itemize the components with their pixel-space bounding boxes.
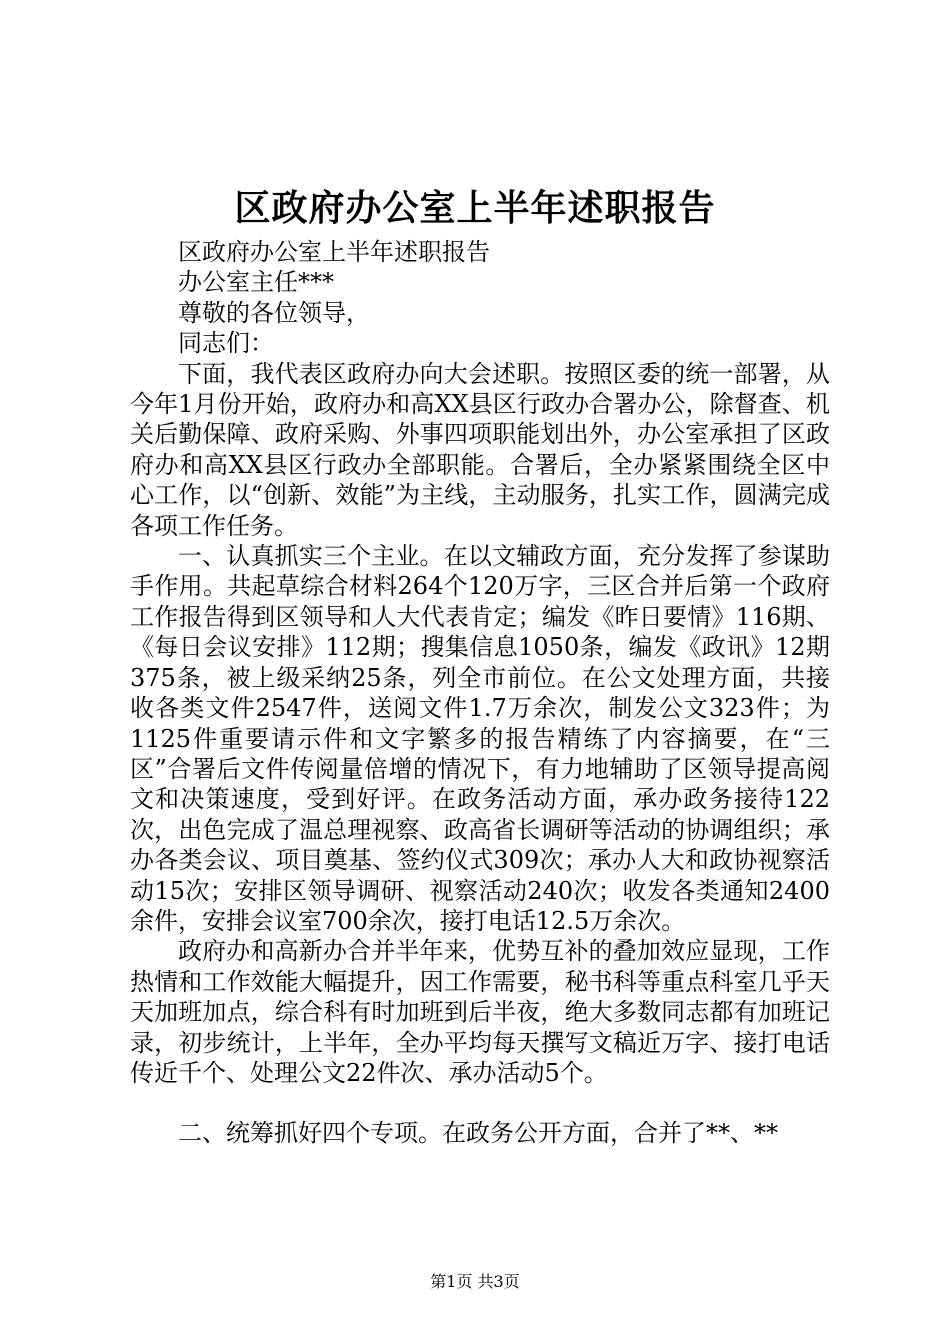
paragraph-section-1: 一、认真抓实三个主业。在以文辅政方面，充分发挥了参谋助手作用。共起草综合材料264个120万字，三区合并后第一个政府工作报告得到区领导和人大代表肯定；编发《昨日要情》116期、《每日会议安排》112期；搜集信息1050条，编发《政讯》12期375条，被上级采纳25条，列全市前位。在公文处理方面，共接收各类文件2547件，送阅文件1.7万余次，制发公文323件；为1125件重要请示件和文字繁多的报告精练了内容摘要，在“三区”合署后文件传阅量倍增的情况下，有力地辅助了区领导提高阅文和决策速度，受到好评。在政务活动方面，承办政务接待122次，出色完成了温总理视察、政高省长调研等活动的协调组织；承办各类会议、项目奠基、签约仪式309次；承办人大和政协视察活动15次；安排区领导调研、视察活动240次；收发各类通知2400余件，安排会议室700余次，接打电话12.5万余次。	[130, 542, 830, 935]
paragraph-salutation-2: 同志们：	[178, 329, 274, 358]
paragraph-subtitle: 区政府办公室上半年述职报告	[178, 238, 490, 266]
paragraph-salutation: 尊敬的各位领导，	[178, 298, 370, 327]
paragraph-intro: 下面，我代表区政府办向大会述职。按照区委的统一部署，从今年1月份开始，政府办和高XX县区行政办合署办公，除督查、机关后勤保障、政府采购、外事四项职能划出外，办公室承担了区政府办和高XX县区行政办全部职能。合署后，全办紧紧围绕全区中心工作，以“创新、效能”为主线，主动服务，扎实工作，圆满完成各项工作任务。	[130, 359, 830, 540]
paragraph-merger-summary: 政府办和高新办合并半年来，优势互补的叠加效应显现，工作热情和工作效能大幅提升，因工作需要，秘书科等重点科室几乎天天加班加点，综合科有时加班到后半夜，绝大多数同志都有加班记录，初步统计，上半年，全办平均每天撰写文稿近万字、接打电话传近千个、处理公文22件次、承办活动5个。	[130, 937, 830, 1087]
document-body	[130, 237, 830, 1149]
paragraph-author: 办公室主任***	[178, 268, 334, 297]
page-footer: 第1页 共3页	[430, 1272, 520, 1291]
paragraph-section-2: 二、统筹抓好四个专项。在政务公开方面，合并了**、**	[178, 1119, 778, 1148]
document-title: 区政府办公室上半年述职报告	[234, 187, 716, 229]
